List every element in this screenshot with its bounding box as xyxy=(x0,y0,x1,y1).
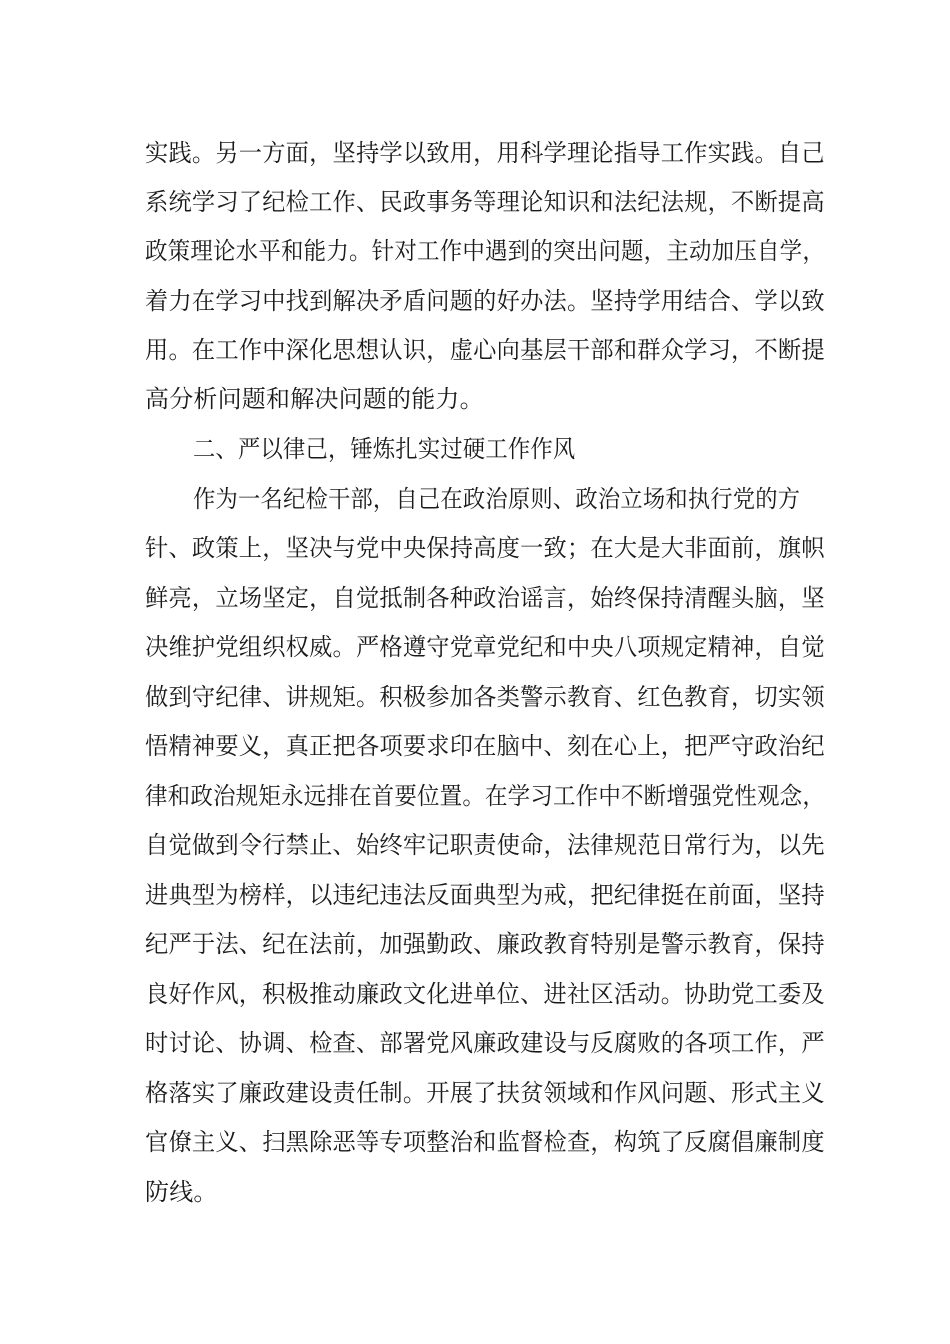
paragraph-first-line: 作为一名纪检干部，自己在政治原则、政治立场和执行党的方 xyxy=(193,485,801,513)
body-text-line: 政策理论水平和能力。针对工作中遇到的突出问题，主动加压自学， xyxy=(145,237,825,265)
body-text-line: 做到守纪律、讲规矩。积极参加各类警示教育、红色教育，切实领 xyxy=(145,683,825,711)
body-text-line: 进典型为榜样，以违纪违法反面典型为戒，把纪律挺在前面，坚持 xyxy=(145,881,825,909)
body-text-line: 实践。另一方面，坚持学以致用，用科学理论指导工作实践。自己 xyxy=(145,139,825,167)
body-text-line: 纪严于法、纪在法前，加强勤政、廉政教育特别是警示教育，保持 xyxy=(145,930,825,958)
body-text-line: 悟精神要义，真正把各项要求印在脑中、刻在心上，把严守政治纪 xyxy=(145,732,825,760)
body-text-line: 防线。 xyxy=(145,1178,218,1206)
body-text-line: 律和政治规矩永远排在首要位置。在学习工作中不断增强党性观念， xyxy=(145,782,825,810)
body-text-line: 自觉做到令行禁止、始终牢记职责使命，法律规范日常行为，以先 xyxy=(145,831,825,859)
body-text-line: 格落实了廉政建设责任制。开展了扶贫领域和作风问题、形式主义 xyxy=(145,1079,825,1107)
body-text-line: 用。在工作中深化思想认识，虚心向基层干部和群众学习，不断提 xyxy=(145,336,825,364)
body-text-line: 决维护党组织权威。严格遵守党章党纪和中央八项规定精神，自觉 xyxy=(145,633,825,661)
body-text-line: 高分析问题和解决问题的能力。 xyxy=(145,385,484,413)
body-text-line: 着力在学习中找到解决矛盾问题的好办法。坚持学用结合、学以致 xyxy=(145,287,825,315)
body-text-line: 官僚主义、扫黑除恶等专项整治和监督检查，构筑了反腐倡廉制度 xyxy=(145,1128,825,1156)
body-text-line: 良好作风，积极推动廉政文化进单位、进社区活动。协助党工委及 xyxy=(145,980,825,1008)
body-text-line: 系统学习了纪检工作、民政事务等理论知识和法纪法规，不断提高 xyxy=(145,188,825,216)
section-heading: 二、严以律己，锤炼扎实过硬工作作风 xyxy=(193,435,576,463)
body-text-line: 针、政策上，坚决与党中央保持高度一致；在大是大非面前，旗帜 xyxy=(145,534,825,562)
body-text-line: 时讨论、协调、检查、部署党风廉政建设与反腐败的各项工作，严 xyxy=(145,1029,825,1057)
body-text-line: 鲜亮，立场坚定，自觉抵制各种政治谣言，始终保持清醒头脑，坚 xyxy=(145,584,825,612)
